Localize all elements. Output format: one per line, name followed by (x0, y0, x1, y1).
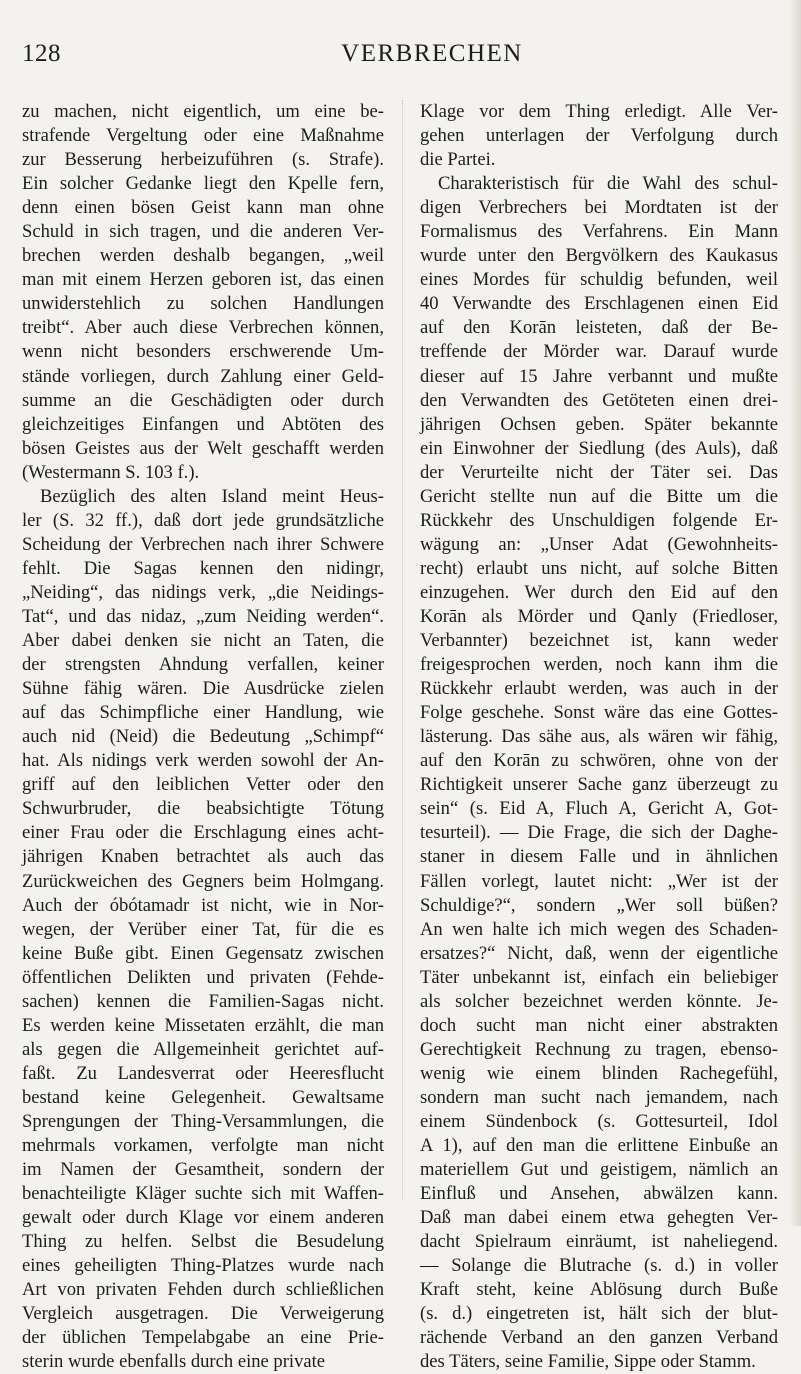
text-line: freigesprochen werden, noch kann ihm die (420, 654, 778, 676)
text-line: denn einen bösen Geist kann man ohne (22, 197, 384, 219)
text-line: — Solange die Blutrache (s. d.) in voller (420, 1255, 778, 1277)
text-line: ersatzes?“ Nicht, daß, wenn der eigentliche (420, 942, 778, 964)
text-line: dieser auf 15 Jahre verbannt und mußte (420, 365, 778, 387)
text-line: bösen Geistes aus der Welt geschafft werden (22, 437, 384, 459)
text-line: auf den Korān zu schwören, ohne von der (420, 750, 778, 772)
text-line: hat. Als nidings verk werden sowohl der An- (22, 750, 384, 772)
text-line: eines Mordes für schuldig befunden, weil (420, 269, 778, 291)
text-line: treibt“. Aber auch diese Verbrechen können, (22, 317, 384, 339)
text-line: summe an die Geschädigten oder durch (22, 389, 384, 411)
text-line: auf das Schimpfliche einer Handlung, wie (22, 702, 384, 724)
text-line: als solcher bezeichnet werden könnte. Je- (420, 990, 778, 1012)
text-line: sondern man sucht nach jemandem, nach (420, 1086, 778, 1108)
text-line: Bezüglich des alten Island meint Heus- (40, 485, 384, 507)
text-line: der strengsten Ahndung verfallen, keiner (22, 654, 384, 676)
text-line: keine Buße gibt. Einen Gegensatz zwischen (22, 942, 384, 964)
text-line: Rückkehr des Unschuldigen folgende Er- (420, 509, 778, 531)
text-line: jährigen Ochsen geben. Später bekannte (420, 413, 778, 435)
text-line: wenn nicht besonders erschwerende Um- (22, 341, 384, 363)
text-line: Art von privaten Fehden durch schließlichen (22, 1279, 384, 1301)
text-line: doch sucht man nicht einer abstrakten (420, 1014, 778, 1036)
text-line: dacht Spielraum einräumt, ist naheliegend. (420, 1231, 778, 1253)
text-line: als gegen die Allgemeinheit gerichtet auf- (22, 1038, 384, 1060)
text-line: faßt. Zu Landesverrat oder Heeresflucht (22, 1062, 384, 1084)
text-line: Täter unbekannt ist, einfach ein beliebiger (420, 966, 778, 988)
text-line: fehlt. Die Sagas kennen den nidingr, (22, 557, 384, 579)
text-line: 40 Verwandte des Erschlagenen einen Eid (420, 293, 778, 315)
text-line: Auch der óbótamadr ist nicht, wie in Nor- (22, 894, 384, 916)
text-line: unwiderstehlich zu solchen Handlungen (22, 293, 384, 315)
text-line: Klage vor dem Thing erledigt. Alle Ver- (420, 101, 778, 122)
text-line: auf den Korān leisteten, daß der Be- (420, 317, 778, 339)
text-line: ein Einwohner der Siedlung (des Auls), daß (420, 437, 778, 459)
text-line: wurde unter den Bergvölkern des Kaukasus (420, 245, 778, 267)
running-head: VERBRECHEN (341, 40, 523, 67)
text-line: öffentlichen Delikten und privaten (Fehde- (22, 966, 384, 988)
text-line: Schwurbruder, die beabsichtigte Tötung (22, 798, 384, 820)
text-line: Zurückweichen des Gegners beim Holmgang. (22, 870, 384, 892)
text-line: staner in diesem Falle und in ähnlichen (420, 846, 778, 868)
text-line: Daß man dabei einem etwa gehegten Ver- (420, 1207, 778, 1229)
text-line: Richtigkeit unserer Sache ganz überzeugt zu (420, 774, 778, 796)
text-line: recht) erlaubt uns nicht, auf solche Bitten (420, 557, 778, 579)
text-line: rächende Verband an den ganzen Verband (420, 1327, 778, 1349)
text-line: tesurteil). — Die Frage, die sich der Daghe- (420, 822, 778, 844)
text-line: Kraft steht, keine Ablösung durch Buße (420, 1279, 778, 1301)
text-line: gehen unterlagen der Verfolgung durch (420, 125, 778, 147)
text-line: sein“ (s. Eid A, Fluch A, Gericht A, Got- (420, 798, 778, 820)
text-line: mehrmals vorkamen, verfolgte man nicht (22, 1135, 384, 1157)
text-line: die Partei. (420, 149, 496, 171)
text-line: jährigen Knaben betrachtet als auch das (22, 846, 384, 868)
text-line: Vergleich ausgetragen. Die Verweigerung (22, 1303, 384, 1325)
text-line: Charakteristisch für die Wahl des schul- (438, 173, 778, 195)
text-line: zur Besserung herbeizuführen (s. Strafe). (22, 149, 384, 171)
text-line: Verbannter) bezeichnet ist, kann weder (420, 630, 778, 652)
text-line: eines geheiligten Thing-Platzes wurde nach (22, 1255, 384, 1277)
text-line: bestand keine Gelegenheit. Gewaltsame (22, 1086, 384, 1108)
text-line: gleichzeitiges Einfangen und Abtöten des (22, 413, 384, 435)
text-line: Ein solcher Gedanke liegt den Kpelle fern, (22, 173, 384, 195)
text-line: Aber dabei denken sie nicht an Taten, die (22, 630, 384, 652)
text-line: strafende Vergeltung oder eine Maßnahme (22, 125, 384, 147)
text-line: Korān als Mörder und Qanly (Friedloser, (420, 605, 778, 627)
text-line: ler (S. 32 ff.), daß dort jede grundsätzliche (22, 509, 384, 531)
text-line: einzugehen. Wer durch den Eid auf den (420, 581, 778, 603)
text-line: wenig wie einem blinden Rachegefühl, (420, 1062, 778, 1084)
text-line: Rückkehr erlaubt werden, was auch in der (420, 678, 778, 700)
text-line: den Verwandten des Getöteten einen drei- (420, 389, 778, 411)
text-line: An wen halte ich mich wegen des Schaden- (420, 918, 778, 940)
right-text-column (420, 100, 778, 1374)
text-line: griff auf den leiblichen Vetter oder den (22, 774, 384, 796)
text-line: digen Verbrechers bei Mordtaten ist der (420, 197, 778, 219)
text-line: stände vorliegen, durch Zahlung einer Geld- (22, 365, 384, 387)
text-line: Sühne fähig wären. Die Ausdrücke zielen (22, 678, 384, 700)
text-line: der üblichen Tempelabgabe an eine Prie- (22, 1327, 384, 1349)
text-line: sachen) kennen die Familien-Sagas nicht. (22, 990, 384, 1012)
text-line: Es werden keine Missetaten erzählt, die man (22, 1014, 384, 1036)
text-line: treffende der Mörder war. Darauf wurde (420, 341, 778, 363)
page-header (22, 40, 780, 76)
text-line: der Verurteilte nicht der Täter sei. Das (420, 461, 778, 483)
text-line: (Westermann S. 103 f.). (22, 461, 200, 483)
page-edge (789, 0, 801, 1226)
left-text-column (22, 100, 384, 1374)
text-line: einem Sündenbock (s. Gottesurteil, Idol (420, 1110, 778, 1132)
text-line: Sprengungen der Thing-Versammlungen, die (22, 1110, 384, 1132)
text-line: zu machen, nicht eigentlich, um eine be- (22, 101, 384, 122)
column-divider (402, 100, 403, 1200)
text-line: Einfluß und Ansehen, abwälzen kann. (420, 1183, 778, 1205)
text-line: Gericht stellte nun auf die Bitte um die (420, 485, 778, 507)
text-line: materiellem Gut und geistigem, nämlich an (420, 1159, 778, 1181)
text-line: benachteiligte Kläger suchte sich mit Waffen- (22, 1183, 384, 1205)
text-line: gewalt oder durch Klage vor einem anderen (22, 1207, 384, 1229)
text-line: Folge geschehe. Sonst wäre das eine Gottes- (420, 702, 778, 724)
text-line: Formalismus des Verfahrens. Ein Mann (420, 221, 778, 243)
text-line: Schuld in sich tragen, und die anderen Ver- (22, 221, 384, 243)
text-line: Scheidung der Verbrechen nach ihrer Schwere (22, 533, 384, 555)
text-line: des Täters, seine Familie, Sippe oder Stamm. (420, 1351, 756, 1373)
text-line: (s. d.) eingetreten ist, hält sich der blut- (420, 1303, 778, 1325)
text-line: im Namen der Gesamtheit, sondern der (22, 1159, 384, 1181)
text-line: „Neiding“, das nidings verk, „die Neidings- (22, 581, 384, 603)
text-line: sterin wurde ebenfalls durch eine private (22, 1351, 326, 1373)
text-line: Gerechtigkeit Rechnung zu tragen, ebenso- (420, 1038, 778, 1060)
text-line: Schuldige?“, sondern „Wer soll büßen? (420, 894, 778, 916)
text-line: Tat“, und das nidaz, „zum Neiding werden“. (22, 605, 384, 627)
text-line: wägung an: „Unser Adat (Gewohnheits- (420, 533, 778, 555)
text-line: Fällen vorlegt, lautet nicht: „Wer ist der (420, 870, 778, 892)
text-line: Thing zu helfen. Selbst die Besudelung (22, 1231, 384, 1253)
text-line: brechen werden deshalb begangen, „weil (22, 245, 384, 267)
text-line: einer Frau oder die Erschlagung eines acht- (22, 822, 384, 844)
text-line: man mit einem Herzen geboren ist, das einen (22, 269, 384, 291)
text-line: A 1), auf den man die erlittene Einbuße an (420, 1135, 778, 1157)
text-line: lästerung. Das sähe aus, als wären wir fähig, (420, 726, 778, 748)
page-number: 128 (22, 40, 61, 67)
text-line: wegen, der Verüber einer Tat, für die es (22, 918, 384, 940)
text-line: auch nid (Neid) die Bedeutung „Schimpf“ (22, 726, 384, 748)
